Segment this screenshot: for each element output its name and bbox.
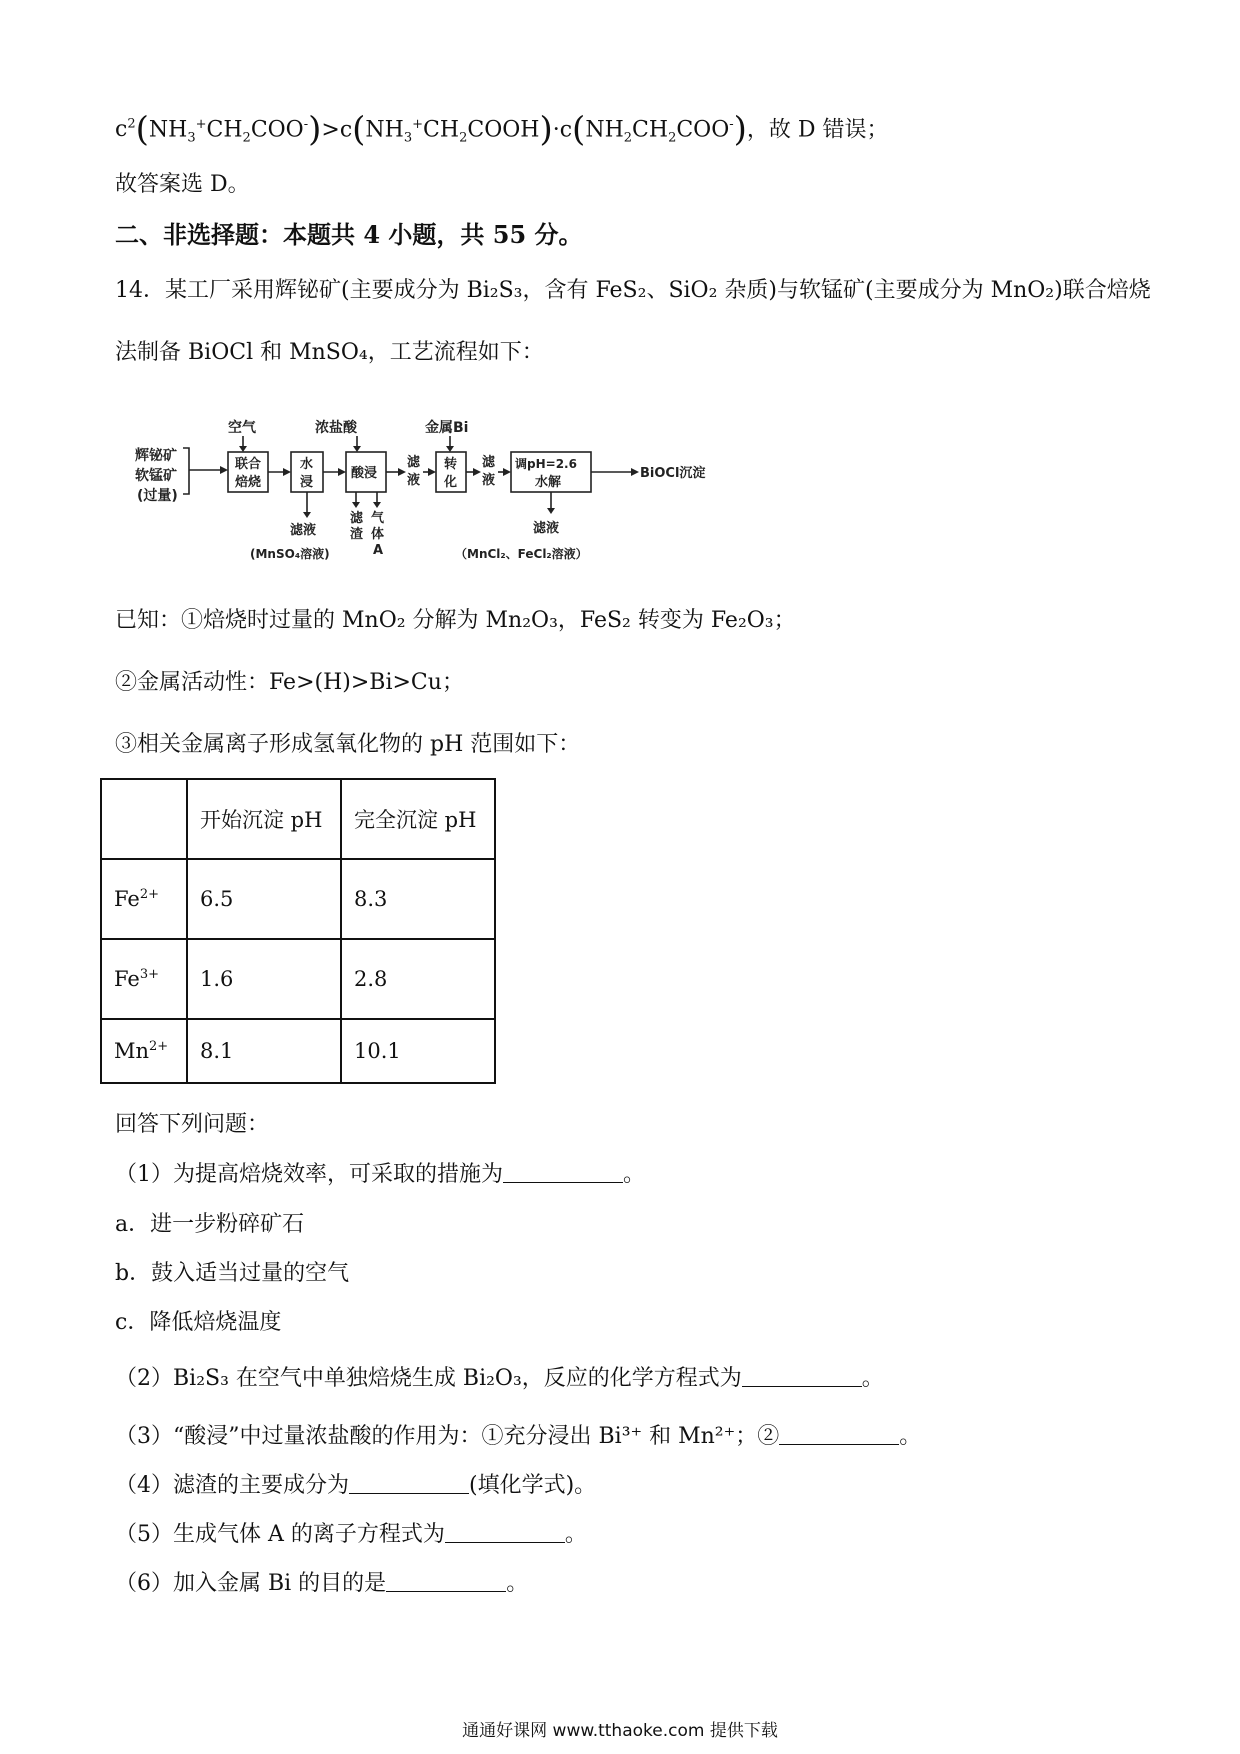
table-cell: 8.1 (187, 1019, 341, 1083)
question-3: （3）“酸浸”中过量浓盐酸的作用为：①充分浸出 Bi³⁺ 和 Mn²⁺；② 。 (115, 1424, 922, 1449)
table-row (101, 939, 495, 1019)
equation-line: $c^2(NH_3^+CH_2COO^-)>c(NH_3^+CH_2COOH)\cdot c(NH_2CH_2COO^-)$，故 D 错误； (115, 109, 889, 150)
flow-filtrate2-a: 滤 (482, 455, 496, 470)
known-2: ②金属活动性：Fe>(H)>Bi>Cu； (115, 670, 464, 695)
flow-product: BiOCl沉淀 (640, 466, 706, 481)
flow-out2-b: 渣 (350, 527, 364, 542)
table-cell-ion: $Fe^{2+}$ (101, 859, 187, 939)
flow-hcl: 浓盐酸 (315, 420, 357, 436)
answer-blank (349, 1471, 469, 1494)
table-header-cell: 开始沉淀 pH (187, 779, 341, 859)
answer-blank (779, 1422, 899, 1445)
flow-air: 空气 (228, 420, 256, 436)
option-c: c．降低焙烧温度 (115, 1310, 282, 1335)
known-3: ③相关金属离子形成氢氧化物的 pH 范围如下： (115, 732, 581, 757)
flow-box-water-line2: 浸 (300, 475, 314, 490)
answer-blank (445, 1520, 565, 1543)
questions-lead: 回答下列问题： (115, 1112, 270, 1137)
table-header-cell (101, 779, 187, 859)
eq-c2: $c^2$ (115, 117, 136, 143)
table-cell: 1.6 (187, 939, 341, 1019)
table-cell: 6.5 (187, 859, 341, 939)
flow-out3-c: A (373, 543, 384, 558)
table-row (101, 859, 495, 939)
flow-box-roast-line1: 联合 (235, 457, 262, 472)
known-1: 已知：①焙烧时过量的 MnO₂ 分解为 Mn₂O₃，FeS₂ 转变为 Fe₂O₃； (115, 608, 796, 633)
flow-box-convert-line1: 转 (444, 457, 458, 472)
flow-ore3: (过量) (137, 488, 178, 504)
flow-out1-b: (MnSO₄溶液) (250, 547, 330, 561)
flow-out3-b: 体 (371, 527, 385, 542)
flow-out4-b: （MnCl₂、FeCl₂溶液） (455, 547, 588, 561)
flow-out3-a: 气 (371, 511, 385, 526)
table-header-row (101, 779, 495, 859)
question-14-intro-2: 法制备 BiOCl 和 MnSO₄，工艺流程如下： (115, 340, 544, 365)
question-6: （6）加入金属 Bi 的目的是 。 (115, 1571, 529, 1596)
flow-box-acid-label: 酸浸 (351, 466, 378, 481)
flow-ore1: 辉铋矿 (135, 448, 177, 464)
flow-bi: 金属Bi (425, 420, 469, 436)
question-2: （2）Bi₂S₃ 在空气中单独焙烧生成 Bi₂O₃，反应的化学方程式为 。 (115, 1366, 884, 1391)
answer-line: 故答案选 D。 (115, 172, 250, 197)
flow-out2-a: 滤 (350, 511, 364, 526)
flow-box-convert-line2: 化 (444, 475, 458, 490)
section-heading: 二、非选择题：本题共 4 小题，共 55 分。 (115, 220, 583, 249)
option-b: b．鼓入适当过量的空气 (115, 1261, 350, 1286)
table-row (101, 1019, 495, 1083)
flow-out1-a: 滤液 (290, 523, 317, 538)
flow-box-water-line1: 水 (300, 457, 314, 472)
answer-blank (386, 1569, 506, 1592)
table-cell: 10.1 (341, 1019, 495, 1083)
ph-table (100, 778, 496, 1084)
flow-out4-a: 滤液 (533, 521, 560, 536)
option-a: a．进一步粉碎矿石 (115, 1212, 305, 1237)
answer-blank (503, 1160, 623, 1183)
question-1: （1）为提高焙烧效率，可采取的措施为 。 (115, 1162, 646, 1187)
flow-box-hydrolysis-line2: 水解 (535, 475, 562, 490)
flow-ore2: 软锰矿 (135, 468, 177, 484)
question-4: （4）滤渣的主要成分为 (填化学式)。 (115, 1473, 597, 1498)
table-cell: 2.8 (341, 939, 495, 1019)
flow-filtrate1-b: 液 (407, 473, 421, 488)
question-14-intro-1: 14．某工厂采用辉铋矿(主要成分为 Bi₂S₃，含有 FeS₂、SiO₂ 杂质)与软锰矿(主要成分为 MnO₂)联合焙烧 (115, 278, 1151, 303)
table-cell: 8.3 (341, 859, 495, 939)
table-cell-ion: $Fe^{3+}$ (101, 939, 187, 1019)
flow-filtrate1-a: 滤 (407, 455, 421, 470)
answer-blank (742, 1364, 862, 1387)
page-footer: 通通好课网 www.tthaoke.com 提供下载 (462, 1721, 778, 1741)
table-header-cell: 完全沉淀 pH (341, 779, 495, 859)
question-5: （5）生成气体 A 的离子方程式为 。 (115, 1522, 587, 1547)
flow-box-roast-line2: 焙烧 (235, 475, 262, 490)
flow-filtrate2-b: 液 (482, 473, 496, 488)
table-cell-ion: $Mn^{2+}$ (101, 1019, 187, 1083)
process-flow-diagram (125, 410, 725, 575)
flow-box-hydrolysis-line1: 调pH=2.6 (515, 457, 577, 471)
